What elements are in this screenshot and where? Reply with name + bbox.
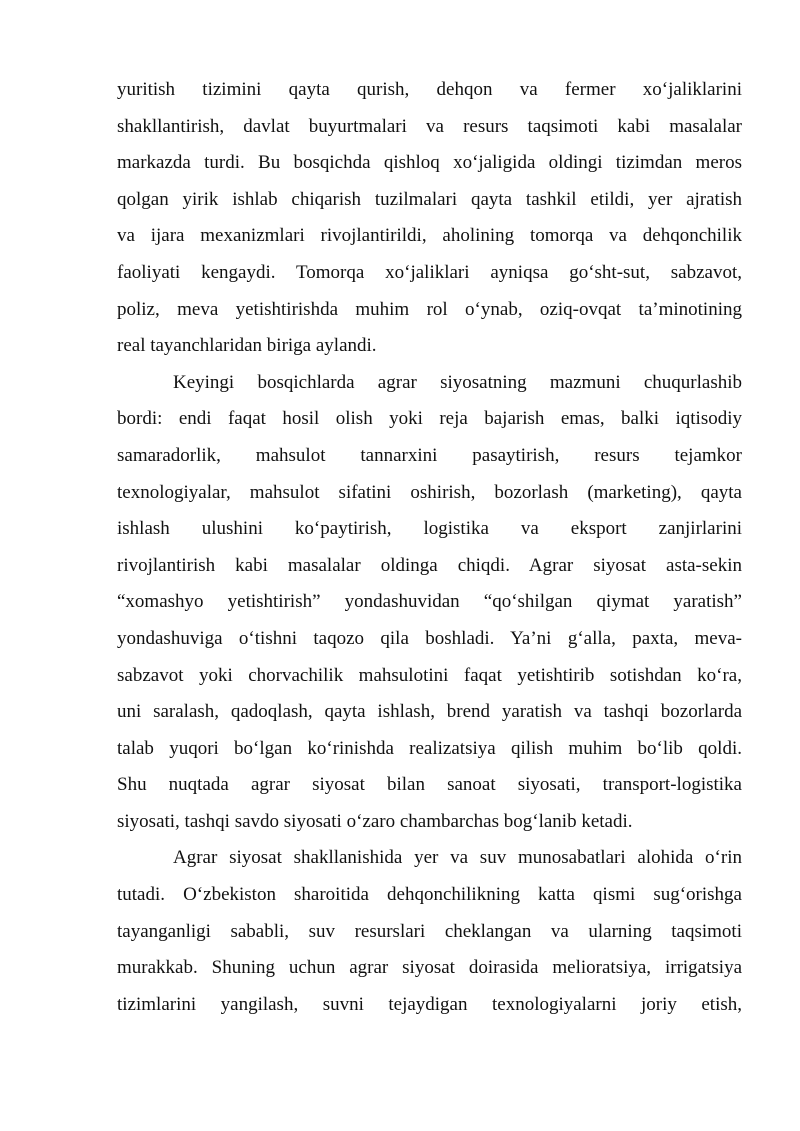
text-line: faoliyati kengaydi. Tomorqa xo‘jaliklari ayniqsa go‘sht-sut, sabzavot, [117, 261, 742, 283]
text-line: va ijara mexanizmlari rivojlantirildi, aholining tomorqa va dehqonchilik [117, 225, 742, 247]
text-line: “xomashyo yetishtirish” yondashuvidan “qo‘shilgan qiymat yaratish” [117, 591, 742, 613]
text-line: qolgan yirik ishlab chiqarish tuzilmalari qayta tashkil etildi, yer ajratish [117, 188, 742, 210]
text-line: tizimlarini yangilash, suvni tejaydigan texnologiyalarni joriy etish, [117, 993, 742, 1015]
paragraph [117, 72, 742, 365]
text-line: poliz, meva yetishtirishda muhim rol o‘ynab, oziq-ovqat ta’minotining [117, 298, 742, 320]
paragraph [117, 365, 742, 841]
text-line: rivojlantirish kabi masalalar oldinga chiqdi. Agrar siyosat asta-sekin [117, 554, 742, 576]
text-line: ishlash ulushini ko‘paytirish, logistika va eksport zanjirlarini [117, 518, 742, 540]
text-line: talab yuqori bo‘lgan ko‘rinishda realizatsiya qilish muhim bo‘lib qoldi. [117, 737, 742, 759]
text-line: uni saralash, qadoqlash, qayta ishlash, brend yaratish va tashqi bozorlarda [117, 701, 742, 723]
text-line: Shu nuqtada agrar siyosat bilan sanoat siyosati, transport-logistika [117, 774, 742, 796]
text-line: Agrar siyosat shakllanishida yer va suv munosabatlari alohida o‘rin [173, 847, 742, 869]
paragraph [117, 840, 742, 1023]
text-line: shakllantirish, davlat buyurtmalari va resurs taqsimoti kabi masalalar [117, 115, 742, 137]
text-line: tayanganligi sababli, suv resurslari cheklangan va ularning taqsimoti [117, 920, 742, 942]
text-line: Keyingi bosqichlarda agrar siyosatning mazmuni chuqurlashib [173, 371, 742, 393]
text-line: yondashuviga o‘tishni taqozo qila boshladi. Ya’ni g‘alla, paxta, meva- [117, 627, 742, 649]
text-line: yuritish tizimini qayta qurish, dehqon va fermer xo‘jaliklarini [117, 79, 742, 100]
text-line: real tayanchlaridan biriga aylandi. [117, 335, 377, 357]
text-line: sabzavot yoki chorvachilik mahsulotini faqat yetishtirib sotishdan ko‘ra, [117, 664, 742, 686]
text-line: siyosati, tashqi savdo siyosati o‘zaro chambarchas bog‘lanib ketadi. [117, 810, 633, 832]
text-line: samaradorlik, mahsulot tannarxini pasaytirish, resurs tejamkor [117, 444, 742, 466]
text-line: tutadi. O‘zbekiston sharoitida dehqonchilikning katta qismi sug‘orishga [117, 884, 742, 906]
text-line: texnologiyalar, mahsulot sifatini oshirish, bozorlash (marketing), qayta [117, 481, 742, 503]
body-text [117, 72, 742, 1023]
text-line: bordi: endi faqat hosil olish yoki reja bajarish emas, balki iqtisodiy [117, 408, 742, 430]
text-line: murakkab. Shuning uchun agrar siyosat doirasida melioratsiya, irrigatsiya [117, 957, 742, 979]
text-line: markazda turdi. Bu bosqichda qishloq xo‘jaligida oldingi tizimdan meros [117, 152, 742, 174]
